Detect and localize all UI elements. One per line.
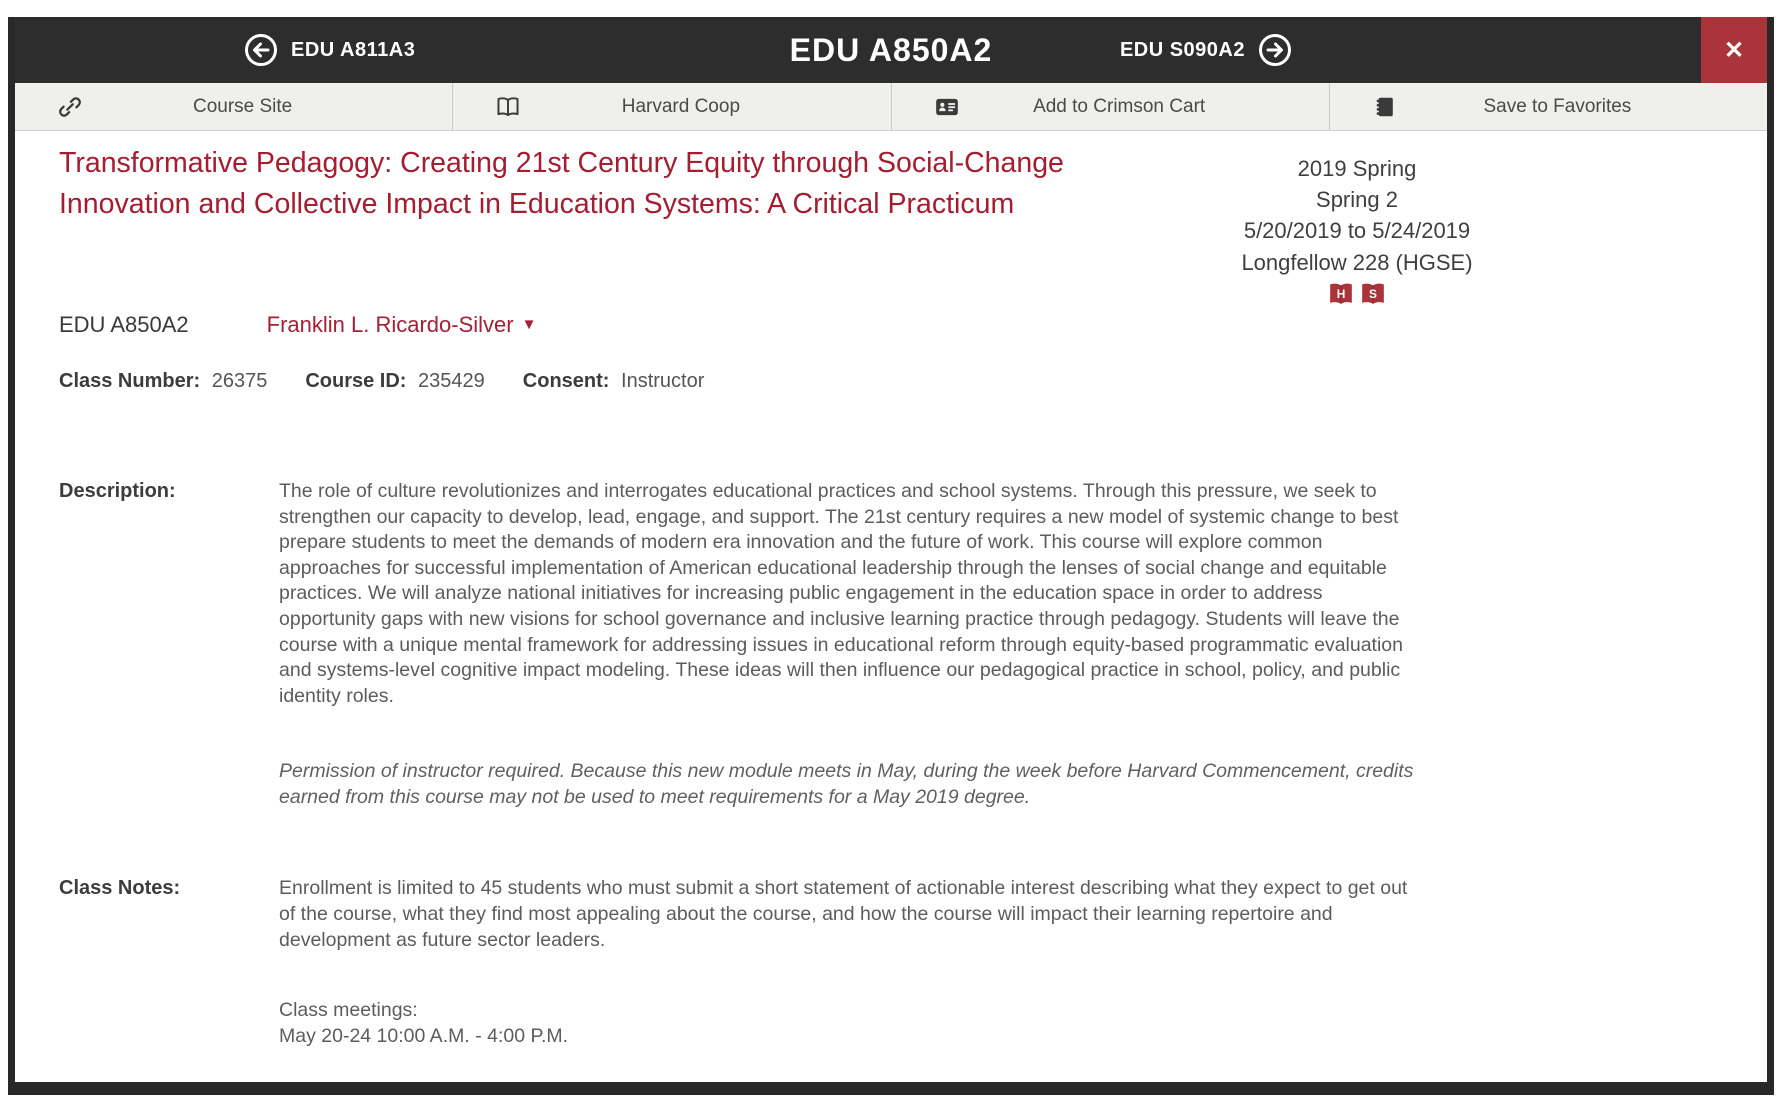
instructor-dropdown[interactable]	[267, 312, 537, 338]
class-meetings-heading: Class meetings:	[279, 999, 418, 1022]
class-notes-body	[279, 876, 1419, 1049]
term-location: Longfellow 228 (HGSE)	[1241, 249, 1473, 275]
chevron-down-icon: ▼	[521, 316, 537, 334]
course-site-label: Course Site	[192, 95, 293, 117]
class-number-value: 26375	[211, 369, 268, 392]
svg-text:S: S	[1369, 286, 1377, 301]
modal-header	[15, 17, 1767, 83]
save-to-favorites-label: Save to Favorites	[1483, 95, 1632, 117]
add-to-crimson-cart-label: Add to Crimson Cart	[1033, 95, 1206, 117]
next-course-label: EDU S090A2	[1119, 38, 1245, 61]
title-row	[59, 143, 1727, 306]
forward-arrow-icon	[1257, 32, 1293, 68]
class-number-item	[59, 370, 267, 393]
close-button[interactable]	[1701, 17, 1767, 83]
school-book-badge-icon	[1360, 282, 1386, 306]
consent-item	[523, 370, 705, 393]
term-session: Spring 2	[1316, 187, 1398, 213]
course-id-label: Course ID:	[305, 369, 407, 392]
harvard-coop-button[interactable]	[453, 83, 891, 130]
course-id-value: 235429	[418, 369, 485, 392]
class-notes-section	[59, 876, 1727, 1049]
description-body	[279, 479, 1419, 811]
save-to-favorites-button[interactable]	[1330, 83, 1767, 130]
instructor-name: Franklin L. Ricardo-Silver	[266, 311, 514, 337]
add-to-crimson-cart-button[interactable]	[892, 83, 1330, 130]
course-title: Transformative Pedagogy: Creating 21st Century Equity through Social-Change Innovation and Collective Impact in Education Systems: A Critical Practicum	[59, 147, 1064, 220]
term-info	[1187, 143, 1527, 306]
open-book-icon	[495, 94, 521, 120]
description-label: Description:	[59, 479, 176, 502]
permission-note: Permission of instructor required. Because this new module meets in May, during the week before Harvard Commencement, credits earned from this course may not be used to meet requirements for a May 2019 degree.	[279, 760, 1414, 808]
class-notes-paragraph: Enrollment is limited to 45 students who must submit a short statement of actionable interest describing what they expect to get out of the course, what they find most appealing about the course, and how the course will impact their learning repertoire and development as future sector leaders.	[279, 877, 1408, 951]
close-icon: ✕	[1723, 36, 1745, 64]
modal-title: EDU A850A2	[789, 31, 993, 68]
harvard-book-badge-icon	[1328, 282, 1354, 306]
course-content	[15, 131, 1767, 1049]
course-code: EDU A850A2	[59, 311, 189, 337]
consent-label: Consent:	[522, 369, 610, 392]
attribute-badges	[1187, 282, 1527, 306]
notebook-icon	[1372, 94, 1398, 120]
term-year: 2019 Spring	[1297, 156, 1417, 181]
class-number-label: Class Number:	[59, 369, 201, 392]
harvard-coop-label: Harvard Coop	[621, 95, 741, 117]
description-paragraph: The role of culture revolutionizes and interrogates educational practices and school systems. Through this pressure, we seek to strengthen our capacity to develop, lead, engage, and support. The 21st century requires a new model of systemic change to best prepare students to meet the demands of modern era innovation and the future of work. This course will explore common approaches for successful implementation of American educational leadership through the lenses of social change and equitable practices. We will analyze national initiatives for increasing public engagement in the education space in order to address opportunity gaps with new visions for school governance and inclusive learning practice through pedagogy. Students will leave the course with a unique mental framework for addressing issues in educational reform through equity-based programmatic evaluation and systems-level cognitive impact modeling. These ideas will then influence our pedagogical practice in school, policy, and public identity roles.	[279, 479, 1404, 707]
consent-value: Instructor	[621, 369, 705, 392]
course-detail-modal	[8, 17, 1774, 1095]
course-id-item	[305, 370, 484, 393]
description-section	[59, 479, 1727, 811]
svg-text:H: H	[1336, 286, 1346, 301]
class-meetings-time: May 20-24 10:00 A.M. - 4:00 P.M.	[279, 1024, 569, 1047]
contact-card-icon	[934, 94, 960, 120]
code-row	[59, 312, 1727, 338]
course-site-button[interactable]	[15, 83, 453, 130]
class-notes-label: Class Notes:	[59, 877, 181, 900]
term-dates: 5/20/2019 to 5/24/2019	[1243, 218, 1471, 244]
meta-row	[59, 370, 1727, 393]
link-icon	[57, 94, 83, 120]
next-course-button[interactable]	[1120, 32, 1293, 68]
toolbar	[15, 83, 1767, 131]
prev-course-label: EDU A811A3	[291, 38, 416, 61]
